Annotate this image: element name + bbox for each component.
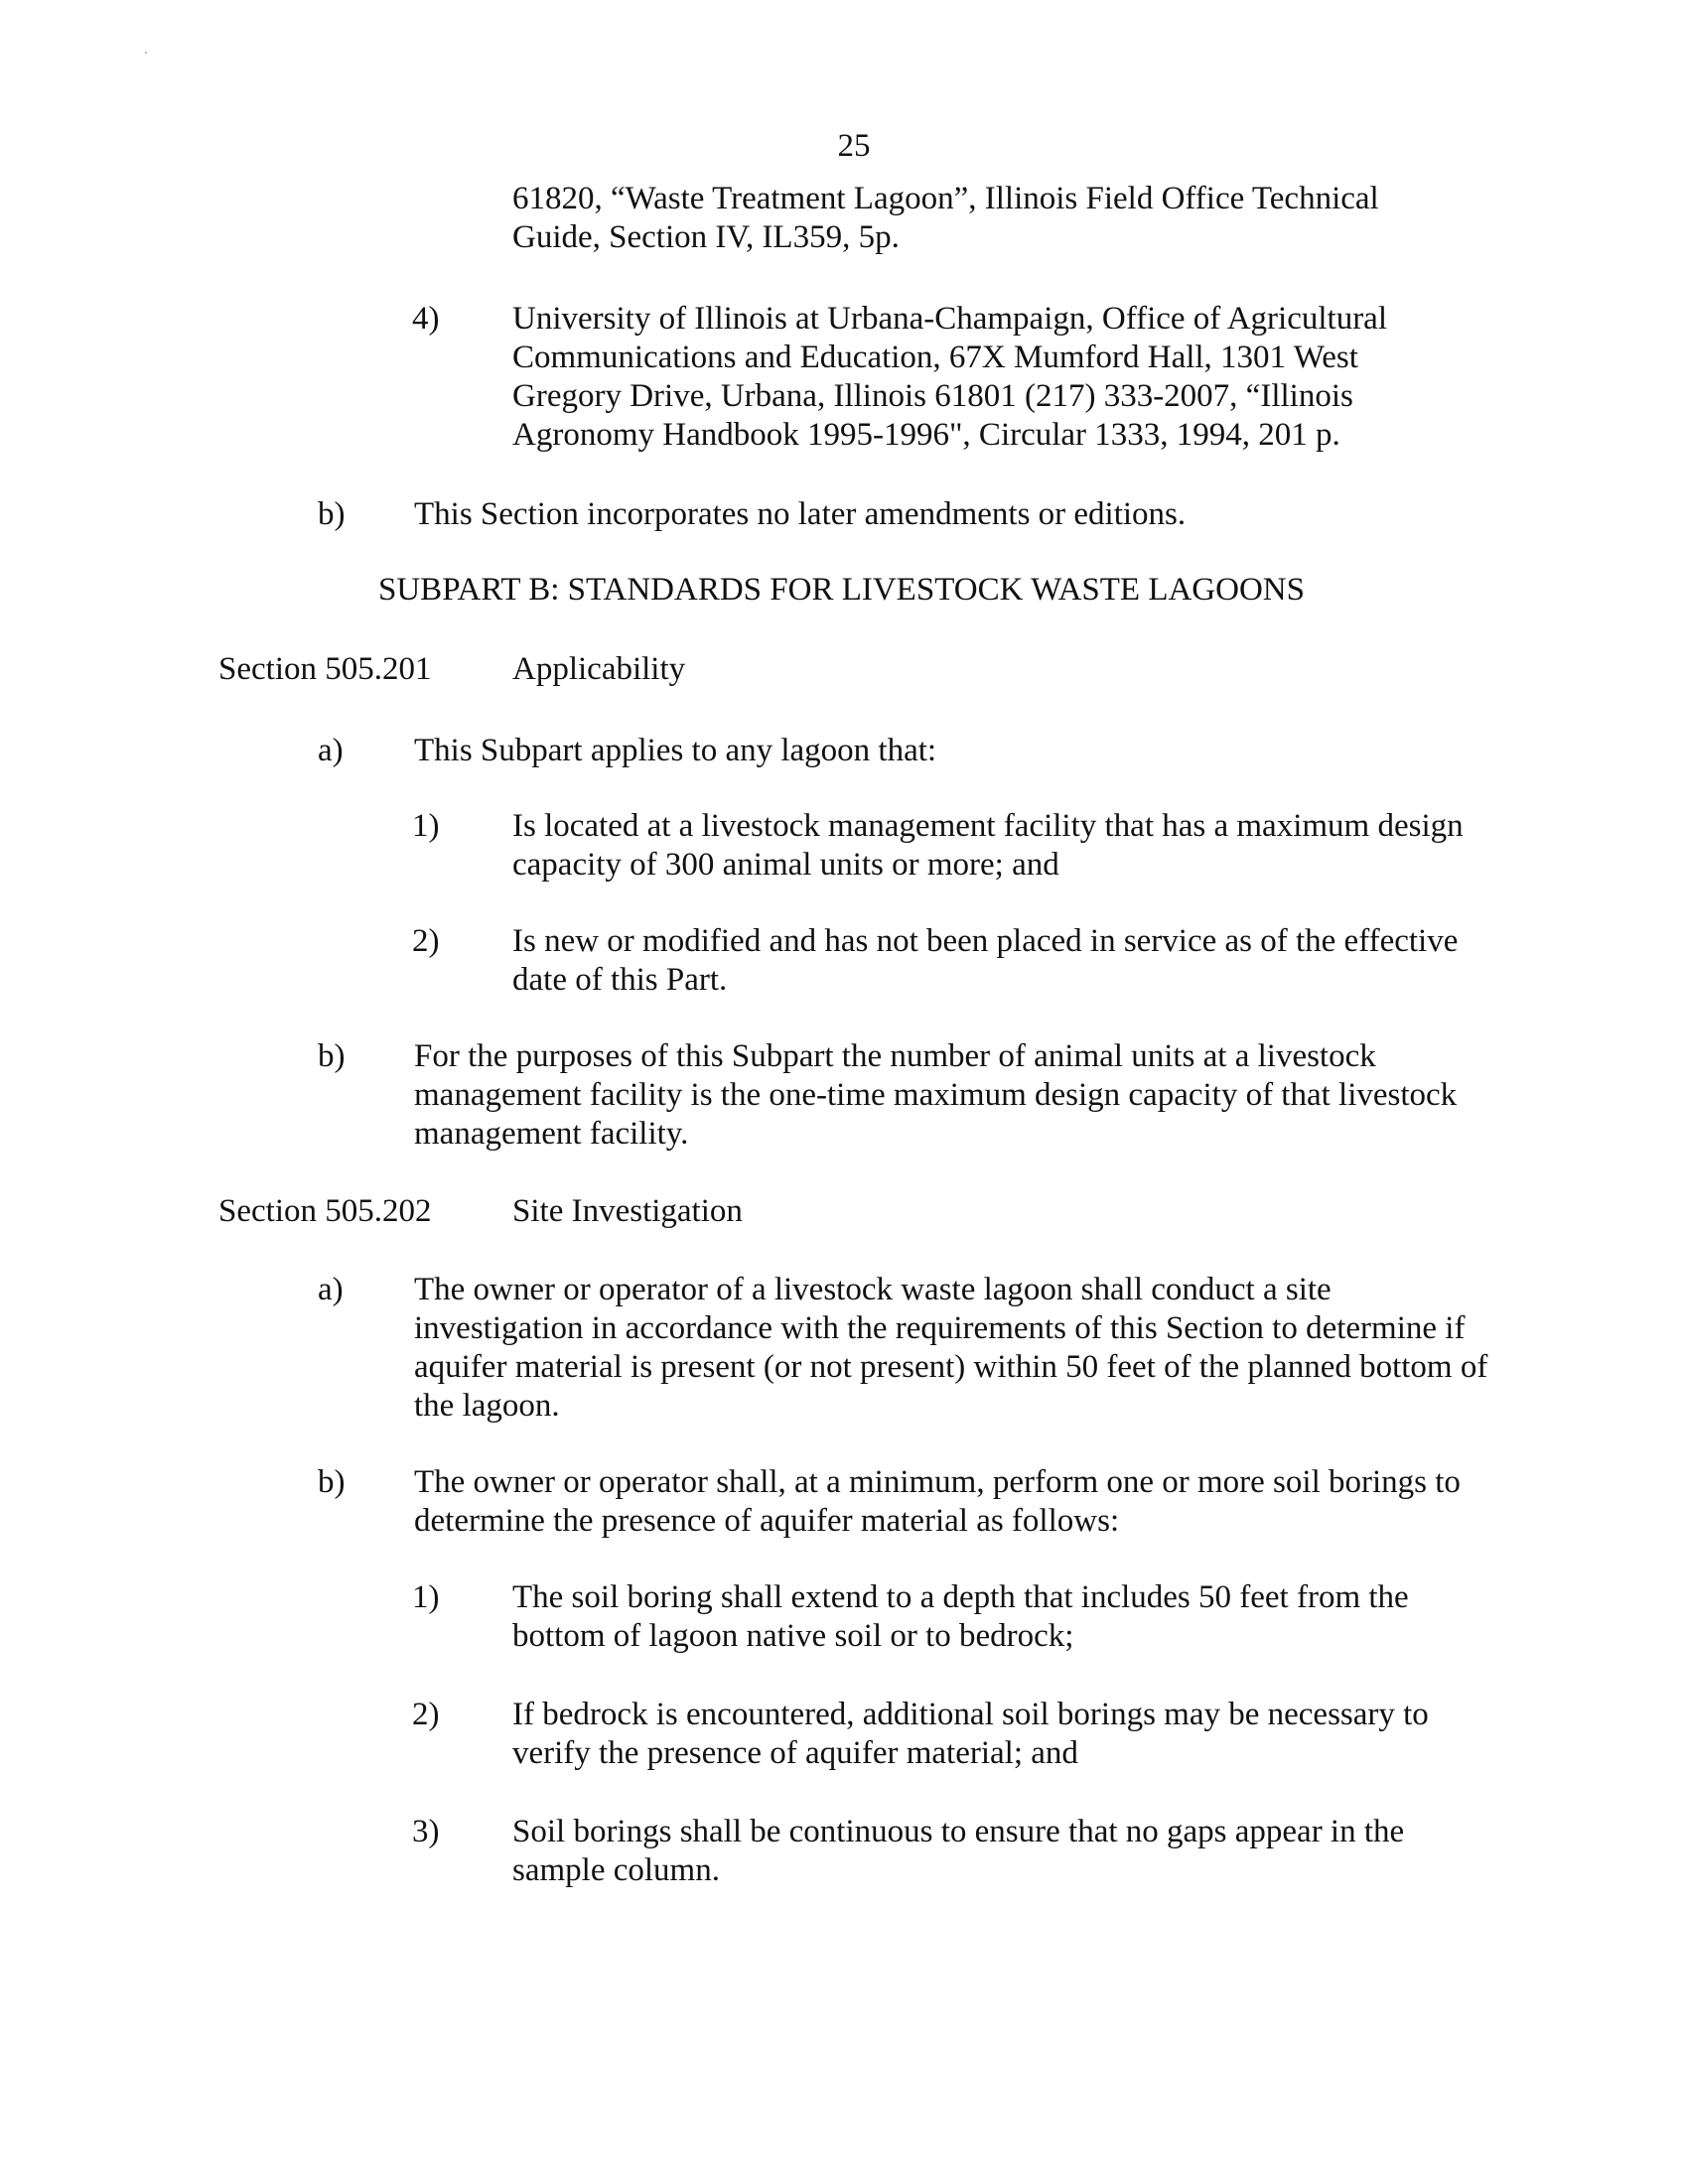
section-202-b1-text: The soil boring shall extend to a depth that includes 50 feet from the bottom of lagoon native soil or to bedrock; xyxy=(512,1579,1409,1654)
page-number: 25 xyxy=(837,128,871,164)
section-201-b-text: For the purposes of this Subpart the number of animal units at a livestock management facility is the one-time maximum design capacity of that livestock management facility. xyxy=(414,1038,1458,1152)
section-202-number: Section 505.202 xyxy=(218,1193,432,1229)
item-4-text: University of Illinois at Urbana-Champaign, Office of Agricultural Communications and Education, 67X Mumford Hall, 1301 West Gregory Drive, Urbana, Illinois 61801 (217) 333-2007, “Illinois Agronomy Handbook 1995-1996", Circular 1333, 1994, 201 p. xyxy=(512,301,1387,453)
scan-speck xyxy=(145,52,147,54)
section-202-b-label: b) xyxy=(318,1464,346,1500)
item-b-text: This Section incorporates no later amendments or editions. xyxy=(414,496,1187,532)
item-b-label: b) xyxy=(318,496,346,532)
item-4-label: 4) xyxy=(412,301,440,337)
section-201-b-label: b) xyxy=(318,1038,346,1074)
section-201-a2-label: 2) xyxy=(412,923,440,959)
section-202-b1-label: 1) xyxy=(412,1579,440,1615)
section-202-a-text: The owner or operator of a livestock waste lagoon shall conduct a site investigation in accordance with the requirements of this Section to determine if aquifer material is present (or not present) within 50 feet of the planned bottom of the lagoon. xyxy=(414,1272,1488,1424)
section-202-b2-text: If bedrock is encountered, additional soil borings may be necessary to verify the presence of aquifer material; and xyxy=(512,1697,1429,1771)
section-202-b3-text: Soil borings shall be continuous to ensure that no gaps appear in the sample column. xyxy=(512,1814,1405,1888)
section-201-a2-text: Is new or modified and has not been placed in service as of the effective date of this Part. xyxy=(512,923,1459,998)
section-201-a-label: a) xyxy=(318,733,344,768)
section-201-a1-text: Is located at a livestock management facility that has a maximum design capacity of 300 animal units or more; and xyxy=(512,808,1464,883)
section-202-b3-label: 3) xyxy=(412,1814,440,1849)
section-201-number: Section 505.201 xyxy=(218,651,432,687)
subpart-heading: SUBPART B: STANDARDS FOR LIVESTOCK WASTE LAGOONS xyxy=(378,572,1305,608)
section-201-title: Applicability xyxy=(512,651,686,687)
section-202-a-label: a) xyxy=(318,1272,344,1307)
section-202-b2-label: 2) xyxy=(412,1697,440,1732)
section-201-a1-label: 1) xyxy=(412,808,440,844)
section-202-title: Site Investigation xyxy=(512,1193,743,1229)
section-202-b-text: The owner or operator shall, at a minimum, perform one or more soil borings to determine the presence of aquifer material as follows: xyxy=(414,1464,1461,1539)
section-201-a-text: This Subpart applies to any lagoon that: xyxy=(414,733,937,768)
reference-continuation: 61820, “Waste Treatment Lagoon”, Illinois Field Office Technical Guide, Section IV, IL359, 5p. xyxy=(512,181,1379,255)
